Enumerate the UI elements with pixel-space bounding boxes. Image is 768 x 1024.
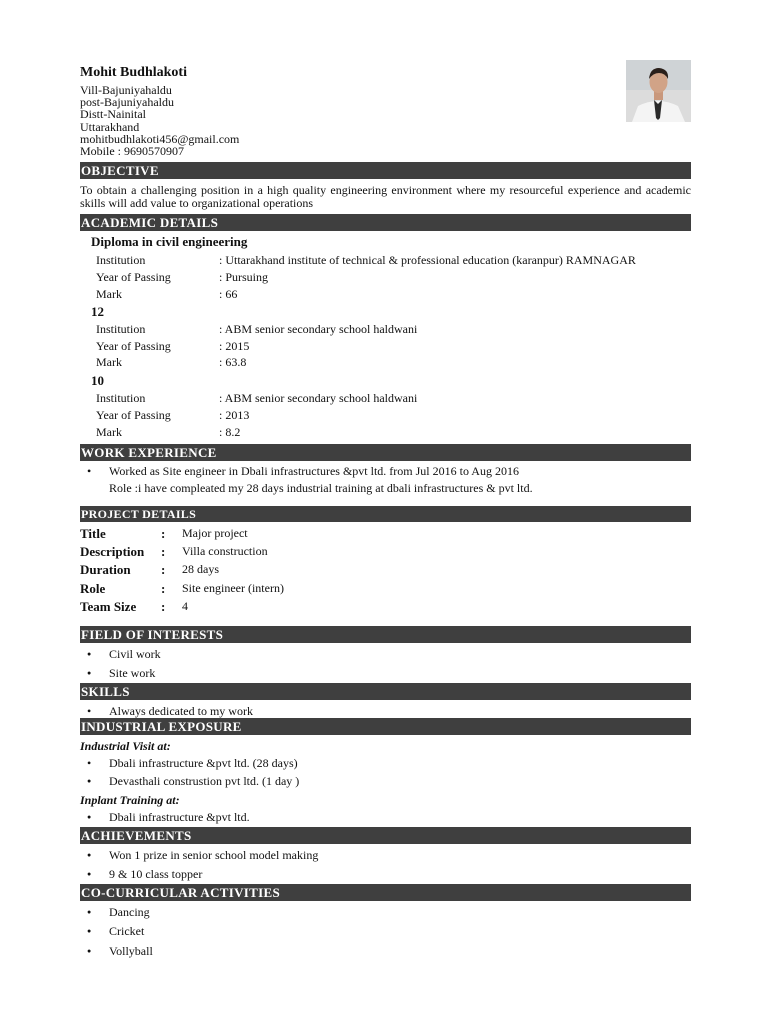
- academic-row: [96, 408, 696, 424]
- bullet: ●: [87, 813, 92, 821]
- work-role-text: Role :i have compleated my 28 days industrial training at dbali infrastructures & pvt ltd.: [109, 481, 533, 495]
- project-row-label: Role: [80, 581, 106, 596]
- address-line: post-Bajuniyahaldu: [80, 95, 174, 110]
- bullet: •: [87, 704, 92, 718]
- mobile-text: Mobile : 9690570907: [80, 144, 184, 159]
- academic-row-label: Mark: [96, 425, 122, 439]
- address-line: Uttarakhand: [80, 119, 140, 134]
- bullet: •: [87, 756, 92, 770]
- section-header-work: WORK EXPERIENCE: [80, 444, 691, 461]
- section-header-achievements: ACHIEVEMENTS: [80, 827, 691, 844]
- objective-text: To obtain a challenging position in a high quality engineering environment where my resourceful experience and academic skills will add value to organizational operations: [80, 183, 691, 210]
- visit-item: [80, 774, 691, 790]
- section-header-cocurricular: CO-CURRICULAR ACTIVITIES: [80, 884, 691, 901]
- bullet: ●: [87, 851, 92, 859]
- project-colon: :: [161, 599, 166, 614]
- achievement-item: [80, 867, 691, 883]
- academic-row-label: Year of Passing: [96, 270, 171, 284]
- academic-row-label: Mark: [96, 287, 122, 301]
- section-header-objective: OBJECTIVE: [80, 162, 691, 179]
- academic-row: [96, 391, 696, 407]
- academic-row-value: : 63.8: [219, 355, 247, 369]
- interest-item: [80, 666, 691, 682]
- academic-row: [96, 355, 696, 371]
- project-row-label: Team Size: [80, 599, 137, 614]
- activity-item-text: Vollyball: [109, 944, 153, 958]
- project-row-value: Villa construction: [182, 544, 268, 558]
- project-row: [80, 581, 691, 599]
- address-line: Distt-Nainital: [80, 107, 146, 122]
- activity-item: [80, 944, 691, 960]
- inplant-item-text: Dbali infrastructure &pvt ltd.: [109, 810, 250, 824]
- project-colon: :: [161, 544, 166, 559]
- interest-item-text: Site work: [109, 666, 156, 680]
- achievement-item-text: Won 1 prize in senior school model making: [109, 848, 319, 862]
- project-row-value: 28 days: [182, 562, 219, 576]
- achievement-item-text: 9 & 10 class topper: [109, 867, 203, 881]
- academic-row: [96, 425, 696, 441]
- project-row: [80, 544, 691, 562]
- project-row: [80, 562, 691, 580]
- work-item: [80, 464, 691, 480]
- bullet: •: [87, 464, 92, 478]
- address-line: Vill-Bajuniyahaldu: [80, 83, 172, 97]
- bullet: ●: [87, 870, 92, 878]
- academic-row: [96, 253, 696, 269]
- academic-row-label: Institution: [96, 253, 146, 267]
- academic-row-value: : Uttarakhand institute of technical & professional education (karanpur) RAMNAGAR: [219, 253, 636, 267]
- academic-row-value: : Pursuing: [219, 270, 269, 284]
- project-row-value: Major project: [182, 526, 248, 540]
- bullet: ●: [87, 908, 92, 916]
- industrial-visit-label: Industrial Visit at:: [80, 739, 171, 753]
- skill-item-text: Always dedicated to my work: [109, 704, 253, 718]
- academic-entry-title: Diploma in civil engineering: [91, 234, 248, 249]
- academic-row-value: : 2013: [219, 408, 250, 422]
- academic-row-value: : ABM senior secondary school haldwani: [219, 322, 418, 336]
- bullet: ●: [87, 927, 92, 935]
- visit-item-text: Devasthali construstion pvt ltd. (1 day ): [109, 774, 300, 788]
- academic-row-value: : 2015: [219, 339, 250, 353]
- project-row-value: 4: [182, 599, 188, 613]
- inplant-item: [80, 810, 691, 826]
- project-row-label: Description: [80, 544, 145, 559]
- project-row-value: Site engineer (intern): [182, 581, 284, 595]
- resume-page: [80, 0, 691, 1024]
- visit-item-text: Dbali infrastructure &pvt ltd. (28 days): [109, 756, 298, 770]
- section-header-academic: ACADEMIC DETAILS: [80, 214, 691, 231]
- work-role: [80, 481, 691, 497]
- project-colon: :: [161, 581, 166, 596]
- project-colon: :: [161, 526, 166, 541]
- interest-item: [80, 647, 691, 663]
- academic-row-label: Year of Passing: [96, 408, 171, 422]
- section-header-project: PROJECT DETAILS: [80, 506, 691, 522]
- academic-row-value: : 8.2: [219, 425, 241, 439]
- bullet: ●: [87, 650, 92, 658]
- project-row-label: Title: [80, 526, 106, 541]
- academic-row: [96, 339, 696, 355]
- academic-entry-title: 10: [91, 373, 104, 388]
- section-header-exposure: INDUSTRIAL EXPOSURE: [80, 718, 691, 735]
- project-row: [80, 526, 691, 544]
- candidate-name: Mohit Budhlakoti: [80, 65, 187, 80]
- email-text: mohitbudhlakoti456@gmail.com: [80, 131, 240, 146]
- achievement-item: [80, 848, 691, 864]
- bullet: ●: [87, 777, 92, 785]
- profile-photo: [626, 60, 691, 122]
- address-block: [80, 84, 239, 157]
- bullet: ●: [87, 947, 92, 955]
- academic-row-value: : ABM senior secondary school haldwani: [219, 391, 418, 405]
- visit-item: [80, 756, 691, 772]
- activity-item: [80, 924, 691, 940]
- academic-row-label: Year of Passing: [96, 339, 171, 353]
- project-row-label: Duration: [80, 562, 131, 577]
- bullet: ●: [87, 669, 92, 677]
- activity-item-text: Dancing: [109, 905, 150, 919]
- academic-row-label: Mark: [96, 355, 122, 369]
- academic-row: [96, 287, 696, 303]
- activity-item-text: Cricket: [109, 924, 145, 938]
- section-header-skills: SKILLS: [80, 683, 691, 700]
- work-item-text: Worked as Site engineer in Dbali infrastructures &pvt ltd. from Jul 2016 to Aug 2016: [109, 464, 519, 478]
- academic-row: [96, 322, 696, 338]
- interest-item-text: Civil work: [109, 647, 161, 661]
- section-header-interests: FIELD OF INTERESTS: [80, 626, 691, 643]
- academic-entry-title: 12: [91, 304, 104, 319]
- academic-row-label: Institution: [96, 322, 146, 336]
- academic-row: [96, 270, 696, 286]
- inplant-training-label: Inplant Training at:: [80, 793, 180, 807]
- project-colon: :: [161, 562, 166, 577]
- academic-row-value: : 66: [219, 287, 238, 301]
- academic-row-label: Institution: [96, 391, 146, 405]
- project-row: [80, 599, 691, 617]
- activity-item: [80, 905, 691, 921]
